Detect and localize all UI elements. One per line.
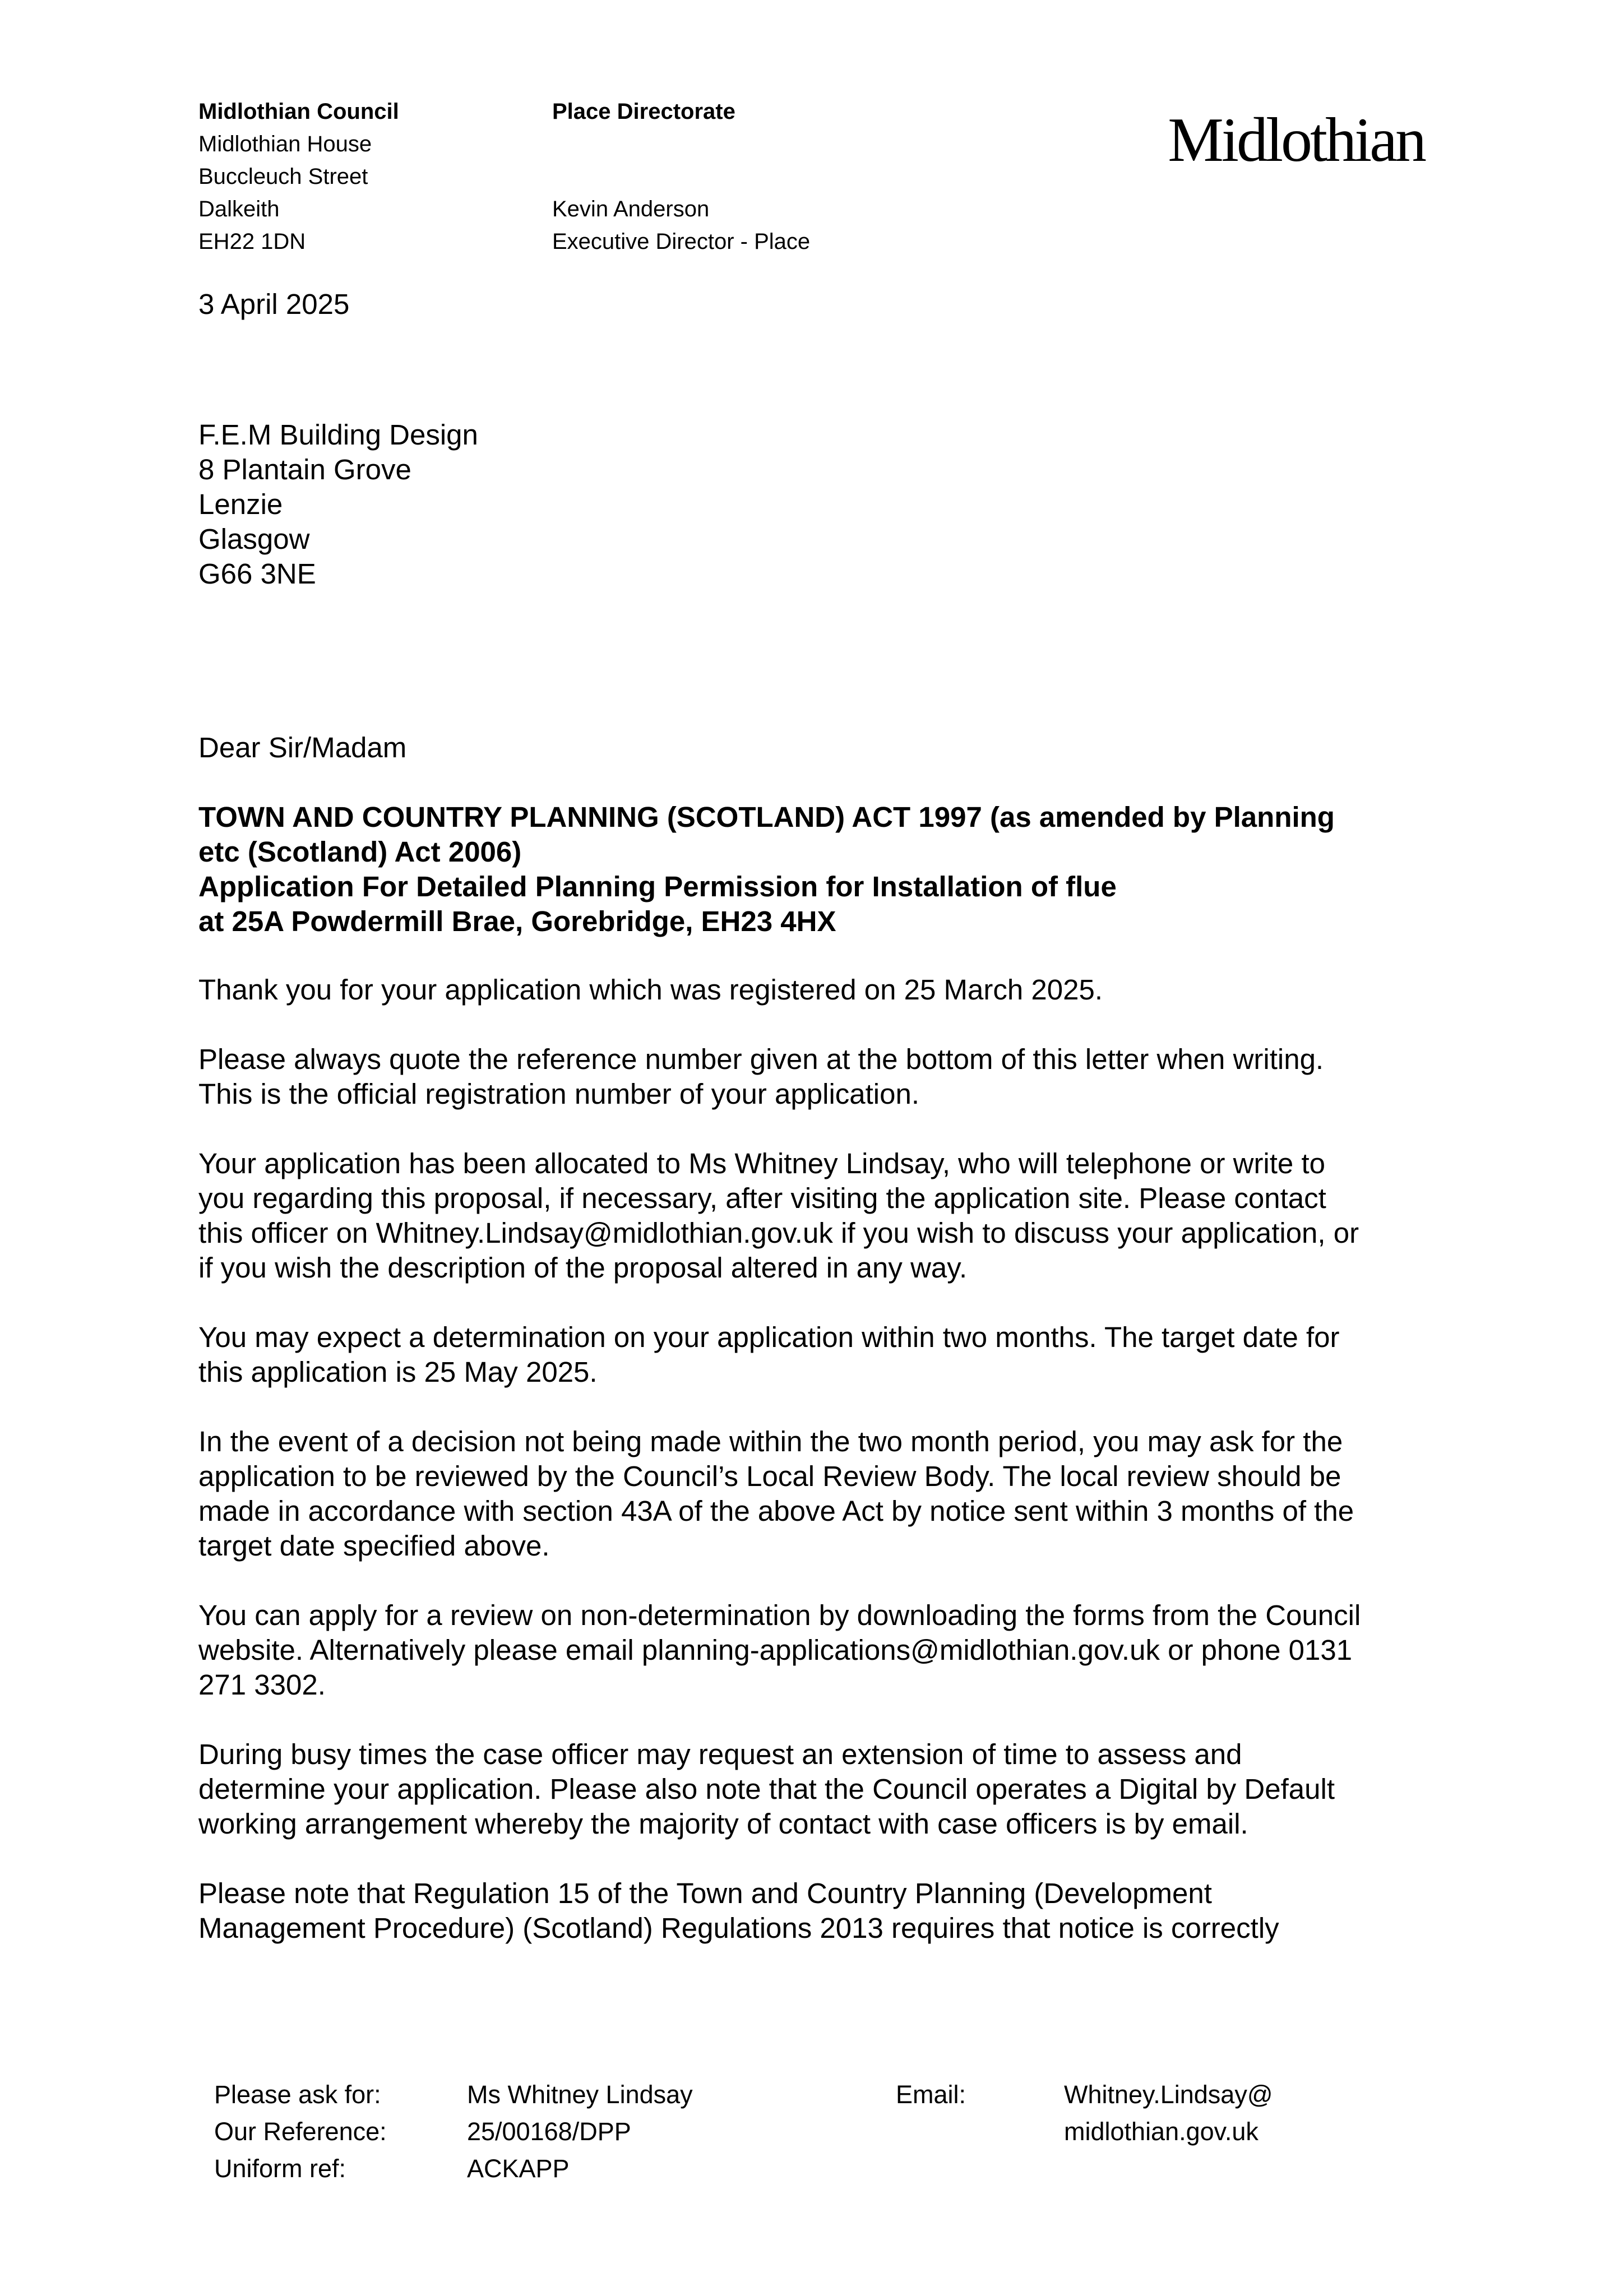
body-paragraph xyxy=(198,1598,1437,1702)
paragraph-line: working arrangement whereby the majority of contact with case officers is by email. xyxy=(198,1808,1248,1840)
body-paragraph xyxy=(198,973,1437,1007)
paragraph-line: Please always quote the reference number given at the bottom of this letter when writing. xyxy=(198,1043,1324,1075)
council-address-line: Midlothian House xyxy=(198,132,372,156)
paragraph-line: if you wish the description of the proposal altered in any way. xyxy=(198,1252,968,1284)
paragraph-line: application to be reviewed by the Council’s Local Review Body. The local review should be xyxy=(198,1460,1341,1492)
midlothian-logo: Midlothian xyxy=(1168,105,1424,175)
paragraph-line: Management Procedure) (Scotland) Regulations 2013 requires that notice is correctly xyxy=(198,1912,1279,1944)
director-title: Executive Director - Place xyxy=(552,229,811,254)
email-label: Email: xyxy=(896,2080,966,2109)
footer-label: Please ask for: xyxy=(214,2080,381,2109)
subject-line: Application For Detailed Planning Permission for Installation of flue xyxy=(198,871,1117,902)
recipient-line: Glasgow xyxy=(198,523,310,555)
case-officer-name: Ms Whitney Lindsay xyxy=(467,2080,693,2109)
letter-date: 3 April 2025 xyxy=(198,288,350,320)
directorate-block xyxy=(552,95,735,128)
subject-line: at 25A Powdermill Brae, Gorebridge, EH23 4HX xyxy=(198,905,836,937)
council-address-block xyxy=(198,95,399,258)
recipient-line: 8 Plantain Grove xyxy=(198,453,411,485)
uniform-ref: ACKAPP xyxy=(467,2154,570,2183)
director-block xyxy=(552,193,810,258)
council-address-line: Buccleuch Street xyxy=(198,164,368,189)
our-reference: 25/00168/DPP xyxy=(467,2117,631,2146)
email-value-line: Whitney.Lindsay@ xyxy=(1064,2080,1273,2109)
director-name: Kevin Anderson xyxy=(552,197,710,221)
subject-heading xyxy=(198,800,1432,939)
email-value-line: midlothian.gov.uk xyxy=(1064,2117,1259,2146)
body-paragraph xyxy=(198,1876,1437,1946)
paragraph-line: website. Alternatively please email planning-applications@midlothian.gov.uk or phone 0131 xyxy=(198,1634,1353,1666)
subject-line: etc (Scotland) Act 2006) xyxy=(198,836,522,868)
paragraph-line: In the event of a decision not being made within the two month period, you may ask for the xyxy=(198,1425,1343,1457)
recipient-line: F.E.M Building Design xyxy=(198,419,478,451)
council-address-line: Dalkeith xyxy=(198,197,280,221)
footer-email-label xyxy=(896,2076,966,2113)
paragraph-line: determine your application. Please also note that the Council operates a Digital by Default xyxy=(198,1773,1335,1805)
footer-label: Uniform ref: xyxy=(214,2154,346,2183)
council-name: Midlothian Council xyxy=(198,99,399,124)
body-paragraph xyxy=(198,1042,1437,1112)
body-paragraph xyxy=(198,1424,1437,1563)
paragraph-line: You may expect a determination on your application within two months. The target date for xyxy=(198,1321,1340,1353)
paragraph-line: Your application has been allocated to Ms Whitney Lindsay, who will telephone or write to xyxy=(198,1147,1325,1179)
paragraph-line: 271 3302. xyxy=(198,1669,326,1701)
body-paragraph xyxy=(198,1146,1437,1285)
paragraph-line: this application is 25 May 2025. xyxy=(198,1356,598,1388)
recipient-line: G66 3NE xyxy=(198,558,316,590)
footer-email-value xyxy=(1064,2076,1273,2150)
paragraph-line: target date specified above. xyxy=(198,1530,550,1562)
paragraph-line: Thank you for your application which was registered on 25 March 2025. xyxy=(198,974,1103,1006)
letter-body xyxy=(198,973,1437,1980)
footer-label: Our Reference: xyxy=(214,2117,387,2146)
footer-values xyxy=(467,2076,693,2187)
paragraph-line: You can apply for a review on non-determination by downloading the forms from the Council xyxy=(198,1599,1361,1631)
salutation: Dear Sir/Madam xyxy=(198,732,407,763)
paragraph-line: During busy times the case officer may request an extension of time to assess and xyxy=(198,1738,1242,1770)
recipient-address xyxy=(198,418,478,591)
recipient-line: Lenzie xyxy=(198,488,283,520)
paragraph-line: this officer on Whitney.Lindsay@midlothian.gov.uk if you wish to discuss your application, or xyxy=(198,1217,1359,1249)
directorate-name: Place Directorate xyxy=(552,99,735,124)
body-paragraph xyxy=(198,1320,1437,1390)
body-paragraph xyxy=(198,1737,1437,1841)
paragraph-line: This is the official registration number of your application. xyxy=(198,1078,920,1110)
paragraph-line: you regarding this proposal, if necessary, after visiting the application site. Please contact xyxy=(198,1182,1326,1214)
paragraph-line: made in accordance with section 43A of the above Act by notice sent within 3 months of the xyxy=(198,1495,1354,1527)
footer-labels xyxy=(214,2076,387,2187)
subject-line: TOWN AND COUNTRY PLANNING (SCOTLAND) ACT 1997 (as amended by Planning xyxy=(198,801,1335,833)
paragraph-line: Please note that Regulation 15 of the Town and Country Planning (Development xyxy=(198,1877,1212,1909)
council-address-line: EH22 1DN xyxy=(198,229,306,254)
